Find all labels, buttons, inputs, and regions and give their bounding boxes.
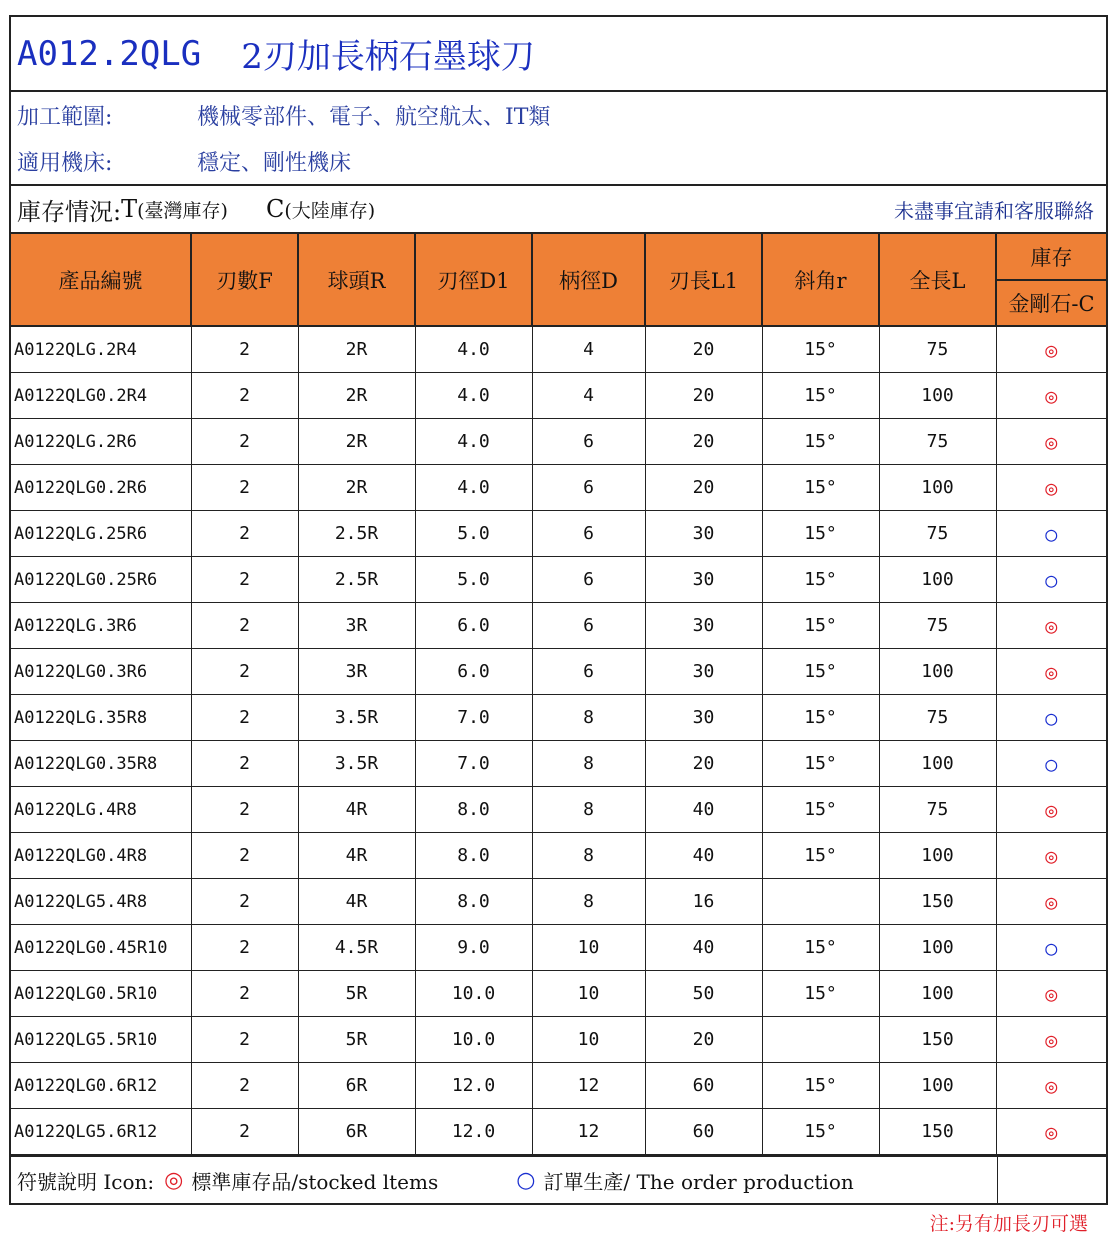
product-table xyxy=(11,234,1106,1155)
ball-radius-cell: 3.5R xyxy=(298,741,415,787)
ball-radius-cell: 3R xyxy=(298,603,415,649)
contact-note: 未盡事宜請和客服聯絡 xyxy=(894,198,1094,223)
cutting-length-cell: 50 xyxy=(645,971,762,1017)
flutes-cell: 2 xyxy=(191,326,298,373)
product-code-cell: A0122QLG.2R6 xyxy=(11,419,191,465)
cutting-length-cell: 30 xyxy=(645,649,762,695)
overall-length-cell: 75 xyxy=(879,511,996,557)
product-code-cell: A0122QLG5.4R8 xyxy=(11,879,191,925)
flutes-cell: 2 xyxy=(191,603,298,649)
cutting-diameter-cell: 4.0 xyxy=(415,373,532,419)
cutting-diameter-cell: 4.0 xyxy=(415,465,532,511)
ball-radius-cell: 2R xyxy=(298,465,415,511)
flutes-cell: 2 xyxy=(191,879,298,925)
cutting-diameter-cell: 5.0 xyxy=(415,557,532,603)
header-ball-radius: 球頭R xyxy=(298,234,415,326)
table-row xyxy=(11,833,1106,879)
info-label: 加工範圍: xyxy=(17,104,113,130)
flutes-cell: 2 xyxy=(191,649,298,695)
title-bar xyxy=(11,17,1106,92)
taper-angle-cell: 15° xyxy=(762,603,879,649)
stock-status-icon: ◎ xyxy=(996,603,1106,649)
taper-angle-cell xyxy=(762,879,879,925)
cutting-diameter-cell: 7.0 xyxy=(415,741,532,787)
cutting-length-cell: 40 xyxy=(645,925,762,971)
shank-diameter-cell: 6 xyxy=(532,511,645,557)
ball-radius-cell: 6R xyxy=(298,1109,415,1155)
header-overall-length: 全長L xyxy=(879,234,996,326)
taper-angle-cell: 15° xyxy=(762,1063,879,1109)
overall-length-cell: 100 xyxy=(879,465,996,511)
cutting-diameter-cell: 10.0 xyxy=(415,1017,532,1063)
cutting-length-cell: 40 xyxy=(645,787,762,833)
table-row xyxy=(11,879,1106,925)
stock-status-icon: ◎ xyxy=(996,971,1106,1017)
flutes-cell: 2 xyxy=(191,1109,298,1155)
taper-angle-cell: 15° xyxy=(762,649,879,695)
shank-diameter-cell: 6 xyxy=(532,557,645,603)
table-row xyxy=(11,971,1106,1017)
ball-radius-cell: 4R xyxy=(298,787,415,833)
flutes-cell: 2 xyxy=(191,741,298,787)
stock-status-icon: ○ xyxy=(996,557,1106,603)
ball-radius-cell: 5R xyxy=(298,971,415,1017)
table-row xyxy=(11,925,1106,971)
product-series-code: A012.2QLG xyxy=(17,33,202,74)
product-series-name: 2刃加長柄石墨球刀 xyxy=(241,37,535,77)
stock-status-icon: ◎ xyxy=(996,373,1106,419)
overall-length-cell: 150 xyxy=(879,1109,996,1155)
stock-t-desc: (臺灣庫存) xyxy=(137,199,228,222)
overall-length-cell: 150 xyxy=(879,1017,996,1063)
footnote: 注:另有加長刃可選 xyxy=(929,1213,1088,1235)
taper-angle-cell: 15° xyxy=(762,1109,879,1155)
info-row-machine xyxy=(11,138,1106,184)
table-row xyxy=(11,603,1106,649)
cutting-diameter-cell: 8.0 xyxy=(415,879,532,925)
overall-length-cell: 75 xyxy=(879,419,996,465)
stock-status-icon: ◎ xyxy=(996,833,1106,879)
stocked-icon: ◎ xyxy=(164,1167,184,1193)
shank-diameter-cell: 6 xyxy=(532,465,645,511)
product-code-cell: A0122QLG5.6R12 xyxy=(11,1109,191,1155)
stock-status-row xyxy=(11,184,1106,234)
cutting-length-cell: 20 xyxy=(645,465,762,511)
overall-length-cell: 100 xyxy=(879,833,996,879)
flutes-cell: 2 xyxy=(191,787,298,833)
overall-length-cell: 100 xyxy=(879,741,996,787)
stock-status-icon: ◎ xyxy=(996,1063,1106,1109)
stock-status-icon: ◎ xyxy=(996,879,1106,925)
table-row xyxy=(11,1017,1106,1063)
cutting-length-cell: 30 xyxy=(645,511,762,557)
cutting-diameter-cell: 8.0 xyxy=(415,787,532,833)
overall-length-cell: 100 xyxy=(879,925,996,971)
legend-label: 符號說明 Icon: xyxy=(17,1169,155,1194)
table-row xyxy=(11,695,1106,741)
taper-angle-cell: 15° xyxy=(762,695,879,741)
cutting-length-cell: 20 xyxy=(645,1017,762,1063)
overall-length-cell: 150 xyxy=(879,879,996,925)
table-row xyxy=(11,1109,1106,1155)
table-row xyxy=(11,373,1106,419)
header-product-code: 產品編號 xyxy=(11,234,191,326)
product-code-cell: A0122QLG.2R4 xyxy=(11,326,191,373)
cutting-length-cell: 20 xyxy=(645,373,762,419)
taper-angle-cell: 15° xyxy=(762,971,879,1017)
table-row xyxy=(11,326,1106,373)
header-cutting-length: 刃長L1 xyxy=(645,234,762,326)
flutes-cell: 2 xyxy=(191,833,298,879)
shank-diameter-cell: 6 xyxy=(532,649,645,695)
header-shank-diameter: 柄徑D xyxy=(532,234,645,326)
header-flutes: 刃數F xyxy=(191,234,298,326)
taper-angle-cell: 15° xyxy=(762,326,879,373)
order-icon: ○ xyxy=(516,1167,536,1193)
flutes-cell: 2 xyxy=(191,925,298,971)
flutes-cell: 2 xyxy=(191,511,298,557)
product-sheet xyxy=(9,15,1108,1205)
overall-length-cell: 100 xyxy=(879,649,996,695)
product-code-cell: A0122QLG0.2R6 xyxy=(11,465,191,511)
flutes-cell: 2 xyxy=(191,1063,298,1109)
cutting-diameter-cell: 4.0 xyxy=(415,419,532,465)
stock-label: 庫存情況: xyxy=(17,197,122,226)
table-body xyxy=(11,326,1106,1155)
shank-diameter-cell: 8 xyxy=(532,695,645,741)
stock-status-icon: ◎ xyxy=(996,465,1106,511)
ball-radius-cell: 4R xyxy=(298,833,415,879)
flutes-cell: 2 xyxy=(191,373,298,419)
overall-length-cell: 100 xyxy=(879,557,996,603)
product-code-cell: A0122QLG.3R6 xyxy=(11,603,191,649)
shank-diameter-cell: 6 xyxy=(532,419,645,465)
overall-length-cell: 100 xyxy=(879,971,996,1017)
cutting-length-cell: 30 xyxy=(645,557,762,603)
table-row xyxy=(11,649,1106,695)
table-row xyxy=(11,787,1106,833)
taper-angle-cell: 15° xyxy=(762,373,879,419)
ball-radius-cell: 2R xyxy=(298,326,415,373)
stock-status-icon: ◎ xyxy=(996,649,1106,695)
overall-length-cell: 75 xyxy=(879,603,996,649)
table-row xyxy=(11,557,1106,603)
overall-length-cell: 100 xyxy=(879,373,996,419)
header-stock-diamond: 金剛石-C xyxy=(996,280,1106,326)
legend-stocked-text: 標準庫存品/stocked ltems xyxy=(191,1169,439,1194)
cutting-diameter-cell: 9.0 xyxy=(415,925,532,971)
product-code-cell: A0122QLG5.5R10 xyxy=(11,1017,191,1063)
info-value: 機械零部件、電子、航空航太、IT類 xyxy=(197,104,551,130)
header-taper-angle: 斜角r xyxy=(762,234,879,326)
shank-diameter-cell: 10 xyxy=(532,925,645,971)
shank-diameter-cell: 8 xyxy=(532,879,645,925)
shank-diameter-cell: 4 xyxy=(532,326,645,373)
stock-status-icon: ◎ xyxy=(996,1109,1106,1155)
legend-order-text: 訂單生產/ The order production xyxy=(543,1169,854,1194)
ball-radius-cell: 2.5R xyxy=(298,557,415,603)
product-code-cell: A0122QLG0.6R12 xyxy=(11,1063,191,1109)
flutes-cell: 2 xyxy=(191,465,298,511)
product-code-cell: A0122QLG.4R8 xyxy=(11,787,191,833)
cutting-diameter-cell: 12.0 xyxy=(415,1109,532,1155)
shank-diameter-cell: 10 xyxy=(532,971,645,1017)
stock-status-icon: ◎ xyxy=(996,419,1106,465)
product-code-cell: A0122QLG0.45R10 xyxy=(11,925,191,971)
info-label: 適用機床: xyxy=(17,150,113,176)
flutes-cell: 2 xyxy=(191,971,298,1017)
flutes-cell: 2 xyxy=(191,557,298,603)
stock-status-icon: ◎ xyxy=(996,787,1106,833)
taper-angle-cell: 15° xyxy=(762,511,879,557)
cutting-length-cell: 40 xyxy=(645,833,762,879)
shank-diameter-cell: 12 xyxy=(532,1063,645,1109)
cutting-length-cell: 60 xyxy=(645,1063,762,1109)
cutting-diameter-cell: 10.0 xyxy=(415,971,532,1017)
taper-angle-cell: 15° xyxy=(762,787,879,833)
flutes-cell: 2 xyxy=(191,419,298,465)
taper-angle-cell: 15° xyxy=(762,419,879,465)
ball-radius-cell: 2R xyxy=(298,373,415,419)
stock-status-icon: ○ xyxy=(996,741,1106,787)
product-code-cell: A0122QLG0.4R8 xyxy=(11,833,191,879)
cutting-diameter-cell: 4.0 xyxy=(415,326,532,373)
table-row xyxy=(11,741,1106,787)
table-row xyxy=(11,1063,1106,1109)
product-code-cell: A0122QLG0.2R4 xyxy=(11,373,191,419)
overall-length-cell: 100 xyxy=(879,1063,996,1109)
stock-status-icon: ◎ xyxy=(996,1017,1106,1063)
ball-radius-cell: 2R xyxy=(298,419,415,465)
stock-status-icon: ◎ xyxy=(996,326,1106,373)
ball-radius-cell: 5R xyxy=(298,1017,415,1063)
taper-angle-cell xyxy=(762,1017,879,1063)
info-row-application xyxy=(11,92,1106,138)
cutting-length-cell: 20 xyxy=(645,741,762,787)
shank-diameter-cell: 4 xyxy=(532,373,645,419)
shank-diameter-cell: 6 xyxy=(532,603,645,649)
cutting-diameter-cell: 5.0 xyxy=(415,511,532,557)
header-cutting-diameter: 刃徑D1 xyxy=(415,234,532,326)
cutting-diameter-cell: 7.0 xyxy=(415,695,532,741)
product-code-cell: A0122QLG0.5R10 xyxy=(11,971,191,1017)
ball-radius-cell: 6R xyxy=(298,1063,415,1109)
shank-diameter-cell: 8 xyxy=(532,741,645,787)
product-code-cell: A0122QLG.35R8 xyxy=(11,695,191,741)
taper-angle-cell: 15° xyxy=(762,557,879,603)
ball-radius-cell: 4R xyxy=(298,879,415,925)
shank-diameter-cell: 12 xyxy=(532,1109,645,1155)
shank-diameter-cell: 8 xyxy=(532,833,645,879)
cutting-diameter-cell: 6.0 xyxy=(415,603,532,649)
table-row xyxy=(11,419,1106,465)
cutting-length-cell: 30 xyxy=(645,603,762,649)
stock-status-icon: ○ xyxy=(996,511,1106,557)
product-code-cell: A0122QLG0.35R8 xyxy=(11,741,191,787)
taper-angle-cell: 15° xyxy=(762,741,879,787)
product-code-cell: A0122QLG0.25R6 xyxy=(11,557,191,603)
stock-status-icon: ○ xyxy=(996,925,1106,971)
legend-row xyxy=(11,1155,1106,1203)
cutting-diameter-cell: 8.0 xyxy=(415,833,532,879)
ball-radius-cell: 4.5R xyxy=(298,925,415,971)
overall-length-cell: 75 xyxy=(879,695,996,741)
cutting-length-cell: 20 xyxy=(645,326,762,373)
legend-divider xyxy=(997,1157,998,1203)
table-row xyxy=(11,511,1106,557)
cutting-length-cell: 16 xyxy=(645,879,762,925)
cutting-length-cell: 20 xyxy=(645,419,762,465)
cutting-length-cell: 60 xyxy=(645,1109,762,1155)
product-code-cell: A0122QLG.25R6 xyxy=(11,511,191,557)
ball-radius-cell: 2.5R xyxy=(298,511,415,557)
stock-c-code: C xyxy=(265,195,285,223)
overall-length-cell: 75 xyxy=(879,787,996,833)
stock-c-desc: (大陸庫存) xyxy=(284,199,376,222)
flutes-cell: 2 xyxy=(191,695,298,741)
cutting-length-cell: 30 xyxy=(645,695,762,741)
overall-length-cell: 75 xyxy=(879,326,996,373)
shank-diameter-cell: 8 xyxy=(532,787,645,833)
shank-diameter-cell: 10 xyxy=(532,1017,645,1063)
cutting-diameter-cell: 6.0 xyxy=(415,649,532,695)
cutting-diameter-cell: 12.0 xyxy=(415,1063,532,1109)
taper-angle-cell: 15° xyxy=(762,925,879,971)
taper-angle-cell: 15° xyxy=(762,465,879,511)
product-code-cell: A0122QLG0.3R6 xyxy=(11,649,191,695)
ball-radius-cell: 3.5R xyxy=(298,695,415,741)
ball-radius-cell: 3R xyxy=(298,649,415,695)
info-value: 穩定、剛性機床 xyxy=(197,150,352,176)
flutes-cell: 2 xyxy=(191,1017,298,1063)
taper-angle-cell: 15° xyxy=(762,833,879,879)
header-stock: 庫存 xyxy=(996,234,1106,280)
stock-t-code: T xyxy=(121,195,138,223)
table-row xyxy=(11,465,1106,511)
stock-status-icon: ○ xyxy=(996,695,1106,741)
